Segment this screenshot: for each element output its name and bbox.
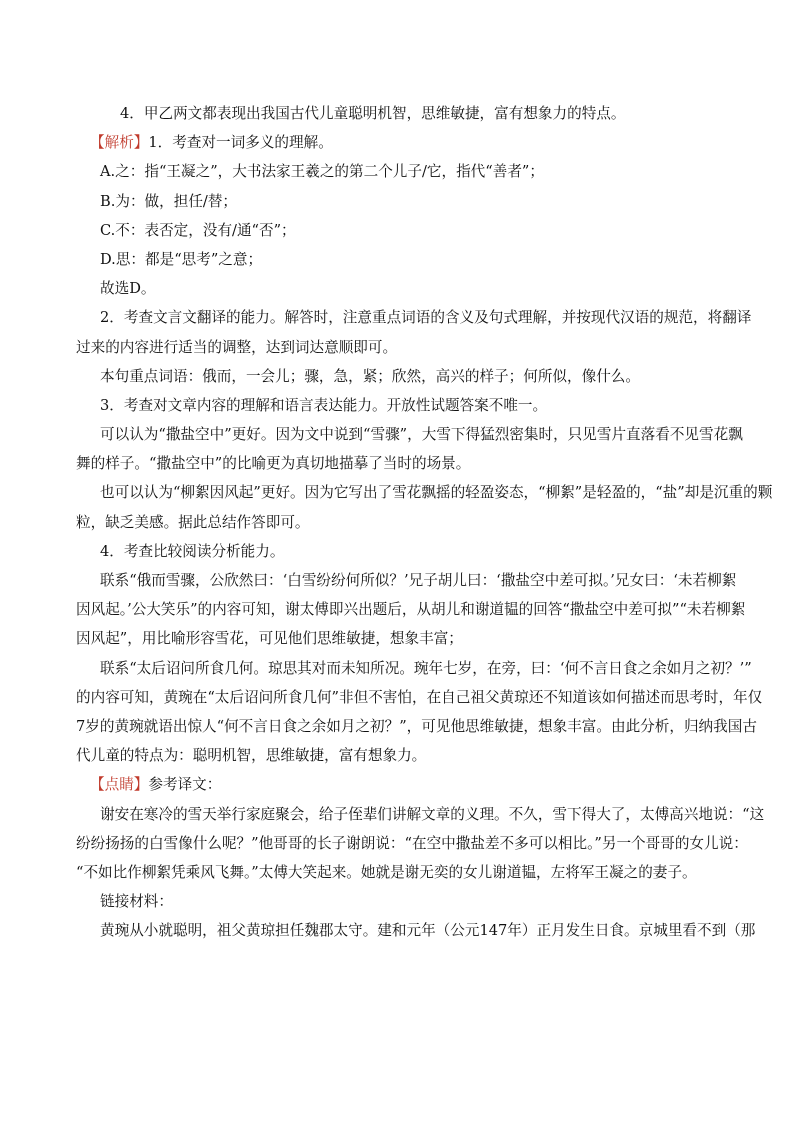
translation-line-1: 谢安在寒冷的雪天举行家庭聚会，给子侄辈们讲解文章的义理。不久，雪下得大了，太傅高兴地说：“这 xyxy=(100,805,765,823)
analysis-tag: 【解析】 xyxy=(90,134,149,152)
analysis-paragraph-2-line-2: 的内容可知，黄琬在“太后诏问所食几何”非但不害怕，在自己祖父黄琼还不知道该如何描述而思考时，年仅 xyxy=(76,688,763,706)
willow-view-continued-line: 粒，缺乏美感。据此总结作答即可。 xyxy=(76,513,310,531)
question-2-line: 2．考查文言文翻译的能力。解答时，注意重点词语的含义及句式理解，并按现代汉语的规范，将翻译 xyxy=(100,309,752,327)
analysis-paragraph-1-line-3: 因风起”，用比喻形容雪花，可见他们思维敏捷，想象丰富； xyxy=(76,630,463,648)
document-body xyxy=(76,99,773,945)
analysis-paragraph-1-line-1: 联系“俄而雪骤，公欣然曰：‘白雪纷纷何所似？’兄子胡儿曰：‘撒盐空中差可拟。’兄女曰：‘未若柳絮 xyxy=(100,572,737,589)
question-4-line: 4．考查比较阅读分析能力。 xyxy=(100,542,285,560)
key-words-line: 本句重点词语：俄而，一会儿；骤，急，紧；欣然，高兴的样子；何所似，像什么。 xyxy=(100,367,640,385)
option-a-line: A.之：指“王凝之”，大书法家王羲之的第二个儿子/它，指代“善者”； xyxy=(100,163,544,181)
willow-view-line: 也可以认为“柳絮因风起”更好。因为它写出了雪花飘摇的轻盈姿态，“柳絮”是轻盈的，“盐”却是沉重的颗 xyxy=(100,484,773,502)
question-2-continued-line: 过来的内容进行适当的调整，达到词达意顺即可。 xyxy=(76,338,398,356)
salt-view-line: 可以认为“撒盐空中”更好。因为文中说到“雪骤”，大雪下得猛烈密集时，只见雪片直落看不见雪花飘 xyxy=(100,426,743,444)
translation-line-3: “不如比作柳絮凭乘风飞舞。”太傅大笑起来。她就是谢无奕的女儿谢道韫，左将军王凝之的妻子。 xyxy=(76,863,697,881)
analysis-paragraph-2-line-3: 7岁的黄琬就语出惊人“何不言日食之余如月之初？”，可见他思维敏捷，想象丰富。由此分析，归纳我国古 xyxy=(76,717,757,735)
tips-tag: 【点睛】 xyxy=(90,776,149,794)
analysis-paragraph-2-line-1: 联系“太后诏问所食几何。琼思其对而未知所况。琬年七岁，在旁，曰：‘何不言日食之余如月之初？’” xyxy=(100,659,752,677)
tips-heading-line: 【点睛】参考译文： xyxy=(90,776,222,794)
option-d-line: D.思：都是“思考”之意； xyxy=(100,250,263,268)
question-3-line: 3．考查对文章内容的理解和语言表达能力。开放性试题答案不唯一。 xyxy=(100,396,548,414)
linked-material-line-1: 黄琬从小就聪明，祖父黄琼担任魏郡太守。建和元年（公元147年）正月发生日食。京城里看不到（那 xyxy=(100,922,756,940)
answer-choice-line: 故选D。 xyxy=(100,280,156,298)
linked-material-heading: 链接材料： xyxy=(100,893,173,911)
analysis-paragraph-2-line-4: 代儿童的特点为：聪明机智，思维敏捷，富有想象力。 xyxy=(76,747,427,765)
option-c-line: C.不：表否定，没有/通“否”； xyxy=(100,221,296,239)
answer-summary-line: 4．甲乙两文都表现出我国古代儿童聪明机智，思维敏捷，富有想象力的特点。 xyxy=(120,105,626,122)
analysis-paragraph-1-line-2: 因风起。’公大笑乐”的内容可知，谢太傅即兴出题后，从胡儿和谢道韫的回答“撒盐空中差可拟”“未若柳絮 xyxy=(76,601,746,619)
option-b-line: B.为：做，担任/替； xyxy=(100,192,238,210)
salt-view-continued-line: 舞的样子。“撒盐空中”的比喻更为真切地描摹了当时的场景。 xyxy=(76,455,471,473)
analysis-heading-line: 【解析】1．考查对一词多义的理解。 xyxy=(90,134,333,152)
translation-line-2: 纷纷扬扬的白雪像什么呢？”他哥哥的长子谢朗说：“在空中撒盐差不多可以相比。”另一个哥哥的女儿说： xyxy=(76,834,748,852)
